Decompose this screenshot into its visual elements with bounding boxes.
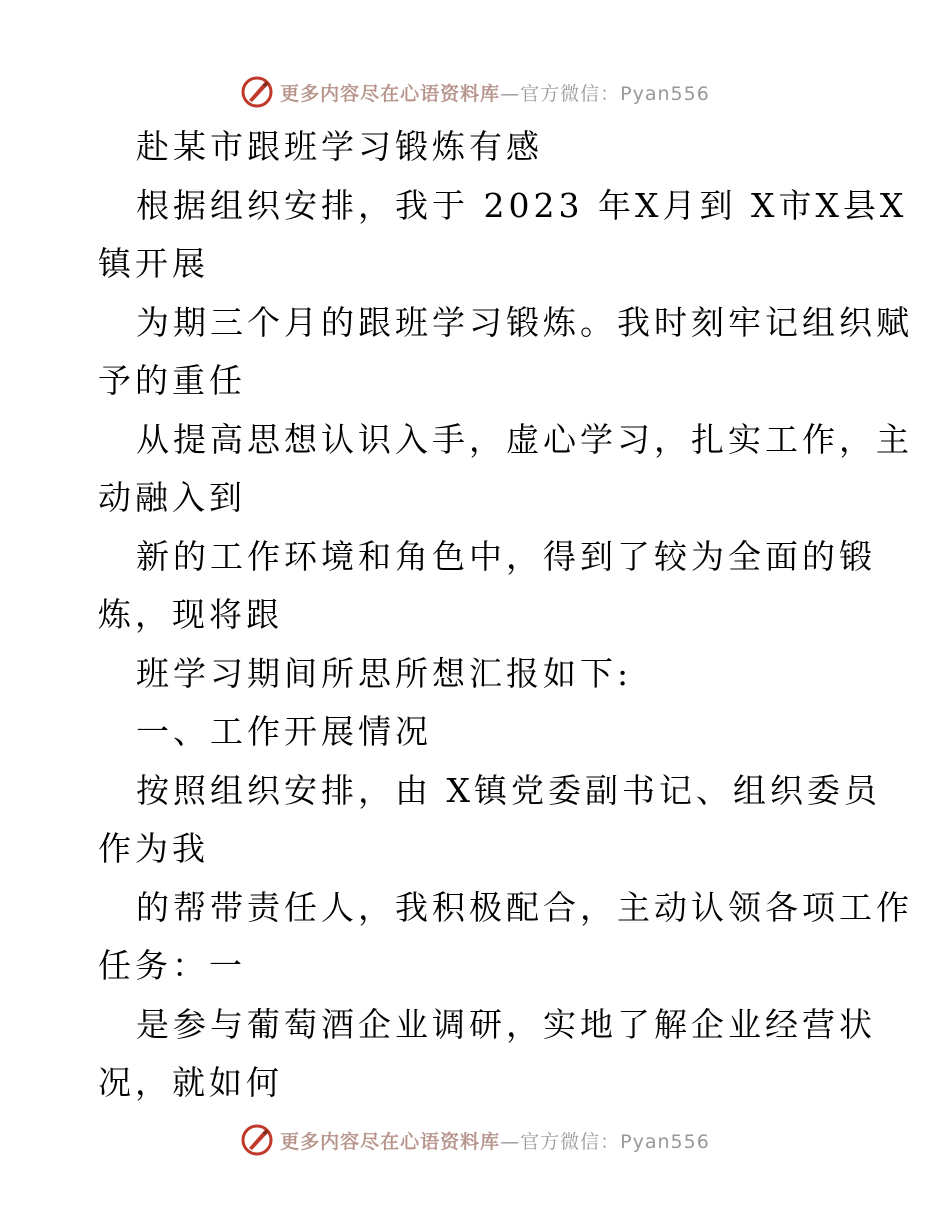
- document-body: [98, 118, 913, 1113]
- paragraph-line: 根据组织安排，我于 2023 年X月到 X市X县X: [136, 185, 908, 225]
- watermark-text: [280, 79, 710, 106]
- document-title: 赴某市跟班学习锻炼有感: [136, 127, 543, 166]
- watermark-main-text: 更多内容尽在心语资料库: [280, 1130, 501, 1153]
- paragraph-line: 予的重任: [98, 361, 246, 400]
- paragraph-line: 动融入到: [98, 478, 246, 517]
- paragraph-line: 从提高思想认识入手，虚心学习，扎实工作，主: [136, 419, 913, 459]
- paragraph-line: 的帮带责任人，我积极配合，主动认领各项工作: [136, 887, 913, 927]
- watermark-separator: —: [500, 82, 521, 105]
- paragraph-line: 任务：一: [98, 946, 246, 985]
- paragraph-line: 是参与葡萄酒企业调研，实地了解企业经营状: [136, 1004, 876, 1044]
- paragraph-line: 作为我: [98, 829, 209, 868]
- paragraph-line: 按照组织安排，由 X镇党委副书记、组织委员: [136, 770, 881, 810]
- paragraph-line: 镇开展: [98, 244, 209, 283]
- watermark-wechat-text: 官方微信：Pyan556: [520, 1130, 710, 1153]
- header-watermark: [0, 72, 950, 112]
- watermark-separator: —: [500, 1130, 521, 1153]
- paragraph-line: 班学习期间所思所想汇报如下:: [136, 653, 633, 693]
- paragraph-line: 一、工作开展情况: [136, 712, 432, 751]
- paragraph-line: 为期三个月的跟班学习锻炼。我时刻牢记组织赋: [136, 302, 913, 342]
- paragraph-line: 况，就如何: [98, 1063, 283, 1102]
- watermark-text: [280, 1127, 710, 1154]
- paragraph-line: 炼，现将跟: [98, 595, 283, 634]
- pen-logo-icon: [240, 1123, 274, 1157]
- footer-watermark: [0, 1120, 950, 1160]
- watermark-wechat-text: 官方微信：Pyan556: [520, 82, 710, 105]
- paragraph-line: 新的工作环境和角色中，得到了较为全面的锻: [136, 536, 876, 576]
- watermark-main-text: 更多内容尽在心语资料库: [280, 82, 501, 105]
- pen-logo-icon: [240, 75, 274, 109]
